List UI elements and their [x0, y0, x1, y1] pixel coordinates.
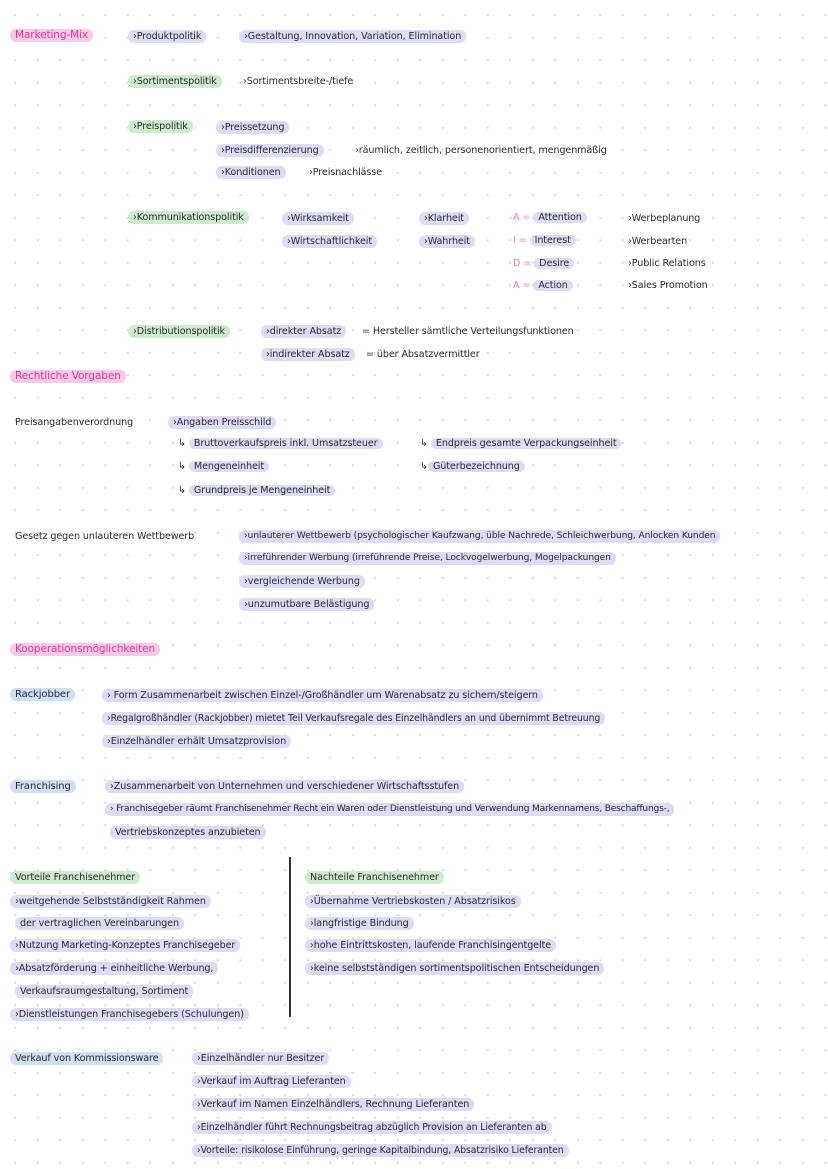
werbeplanung: ›Werbeplanung	[628, 213, 701, 224]
nachteile-line-1: ›Übernahme Vertriebskosten / Absatzrisikos	[305, 895, 521, 908]
konditionen-detail: ›Preisnachlässe	[309, 167, 383, 178]
aida-desire	[513, 257, 574, 270]
rackjobber-item-1: › Form Zusammenarbeit zwischen Einzel-/Großhändler um Warenabsatz zu sichern/steigern	[102, 689, 543, 702]
pav-left-2	[178, 460, 269, 473]
aida-equals: =	[518, 235, 527, 246]
aida-word: Interest	[530, 235, 576, 246]
aida-equals: =	[523, 258, 532, 269]
kommission-item-4: ›Einzelhändler führt Rechnungsbeitrag abzüglich Provision an Lieferanten ab	[192, 1121, 552, 1134]
pav-left-3	[178, 484, 335, 497]
franchising-item-3: Vertriebskonzeptes anzubieten	[110, 826, 266, 839]
wahrheit: ›Wahrheit	[419, 235, 475, 248]
wirtschaftlichkeit: ›Wirtschaftlichkeit	[282, 235, 377, 248]
distributionspolitik-label: ›Distributionspolitik	[128, 325, 230, 338]
aida-letter: A	[513, 212, 520, 223]
produktpolitik-detail: ›Gestaltung, Innovation, Variation, Elimination	[239, 30, 466, 43]
uwg-item-4: ›unzumutbare Belästigung	[239, 598, 374, 611]
aida-word: Desire	[534, 258, 574, 269]
vorteile-line-1: ›weitgehende Selbstständigkeit Rahmen	[10, 895, 211, 908]
pav-head: ›Angaben Preisschild	[168, 416, 276, 429]
aida-attention	[513, 211, 587, 224]
aida-letter: I	[513, 235, 516, 246]
kommission-item-1: ›Einzelhändler nur Besitzer	[192, 1052, 329, 1065]
uwg-label: Gesetz gegen unlauteren Wettbewerb	[15, 531, 195, 542]
pav-right-1	[420, 437, 621, 450]
hook-arrow-icon: ↳	[420, 438, 428, 449]
column-divider	[289, 857, 291, 1017]
aida-equals: =	[522, 212, 531, 223]
pav-item: Grundpreis je Mengeneinheit	[189, 485, 335, 496]
nachteile-title: Nachteile Franchisenehmer	[305, 871, 444, 884]
sortimentspolitik-label: ›Sortimentspolitik	[128, 75, 222, 88]
hook-arrow-icon: ↳	[178, 438, 186, 449]
rechtliche-vorgaben-title: Rechtliche Vorgaben	[10, 370, 126, 383]
nachteile-line-2: ›langfristige Bindung	[305, 917, 414, 930]
pav-label: Preisangabenverordnung	[15, 417, 134, 428]
pav-item: Endpreis gesamte Verpackungseinheit	[431, 438, 622, 449]
franchising-item-1: ›Zusammenarbeit von Unternehmen und verschiedener Wirtschaftsstufen	[105, 780, 464, 793]
hook-arrow-icon: ↳	[178, 461, 186, 472]
pav-right-2	[420, 460, 525, 473]
public-relations: ›Public Relations	[628, 258, 706, 269]
kommunikationspolitik-label: ›Kommunikationspolitik	[128, 211, 249, 224]
vorteile-line-2: der vertraglichen Vereinbarungen	[15, 917, 184, 930]
indirekter-absatz-detail: = über Absatzvermittler	[366, 349, 480, 360]
uwg-item-3: ›vergleichende Werbung	[239, 575, 365, 588]
aida-letter: D	[513, 258, 521, 269]
rackjobber-label: Rackjobber	[10, 688, 75, 701]
direkter-absatz: ›direkter Absatz	[261, 325, 346, 338]
pav-item: Bruttoverkaufspreis inkl. Umsatzsteuer	[189, 438, 383, 449]
kommission-label: Verkauf von Kommissionsware	[10, 1052, 163, 1065]
kommission-item-2: ›Verkauf im Auftrag Lieferanten	[192, 1075, 351, 1088]
vorteile-title: Vorteile Franchisenehmer	[10, 871, 140, 884]
franchising-item-2: › Franchisegeber räumt Franchisenehmer Recht ein Waren oder Dienstleistung und Verwendung Markennamens, Beschaffungs-,	[105, 803, 674, 816]
hook-arrow-icon: ↳	[178, 485, 186, 496]
vorteile-line-3: ›Nutzung Marketing-Konzeptes Franchisegeber	[10, 939, 240, 952]
franchising-label: Franchising	[10, 780, 76, 793]
rackjobber-item-2: ›Regalgroßhändler (Rackjobber) mietet Teil Verkaufsregale des Einzelhändlers an und übernimmt Betreuung	[102, 712, 605, 725]
marketing-mix-title: Marketing-Mix	[10, 29, 93, 42]
uwg-item-2: ›irreführender Werbung (irreführende Preise, Lockvogelwerbung, Mogelpackungen	[239, 552, 616, 565]
pav-item: Mengeneinheit	[189, 461, 269, 472]
pav-item: Güterbezeichnung	[428, 461, 525, 472]
aida-letter: A	[513, 280, 520, 291]
aida-action	[513, 279, 573, 292]
sales-promotion: ›Sales Promotion	[628, 280, 708, 291]
preispolitik-label: ›Preispolitik	[128, 120, 193, 133]
preisdifferenzierung-detail: ›räumlich, zeitlich, personenorientiert, mengenmäßig	[355, 145, 607, 156]
konditionen: ›Konditionen	[216, 166, 286, 179]
aida-equals: =	[522, 280, 531, 291]
vorteile-line-5: Verkaufsraumgestaltung, Sortiment	[15, 985, 193, 998]
produktpolitik-label: ›Produktpolitik	[128, 30, 206, 43]
indirekter-absatz: ›indirekter Absatz	[261, 348, 355, 361]
klarheit: ›Klarheit	[419, 212, 469, 225]
werbearten: ›Werbearten	[628, 236, 688, 247]
preissetzung: ›Preissetzung	[216, 121, 289, 134]
nachteile-line-4: ›keine selbstständigen sortimentspolitischen Entscheidungen	[305, 962, 604, 975]
preisdifferenzierung: ›Preisdifferenzierung	[216, 144, 324, 157]
sortimentspolitik-detail: ›Sortimentsbreite-/tiefe	[243, 76, 354, 87]
kommission-item-3: ›Verkauf im Namen Einzelhändlers, Rechnung Lieferanten	[192, 1098, 474, 1111]
aida-word: Action	[533, 280, 572, 291]
uwg-item-1: ›unlauterer Wettbewerb (psychologischer Kaufzwang, üble Nachrede, Schleichwerbung, Anlocken Kunden	[239, 530, 720, 543]
wirksamkeit: ›Wirksamkeit	[282, 212, 354, 225]
vorteile-line-6: ›Dienstleistungen Franchisegebers (Schulungen)	[10, 1008, 249, 1021]
kommission-item-5: ›Vorteile: risikolose Einführung, geringe Kapitalbindung, Absatzrisiko Lieferanten	[192, 1144, 569, 1157]
nachteile-line-3: ›hohe Eintrittskosten, laufende Franchisingentgelte	[305, 939, 556, 952]
aida-interest	[513, 234, 576, 247]
rackjobber-item-3: ›Einzelhändler erhält Umsatzprovision	[102, 735, 291, 748]
vorteile-line-4: ›Absatzförderung + einheitliche Werbung,	[10, 962, 218, 975]
kooperation-title: Kooperationsmöglichkeiten	[10, 643, 160, 656]
hook-arrow-icon: ↳	[420, 461, 428, 472]
aida-word: Attention	[533, 212, 586, 223]
pav-left-1	[178, 437, 383, 450]
direkter-absatz-detail: = Hersteller sämtliche Verteilungsfunktionen	[362, 326, 574, 337]
